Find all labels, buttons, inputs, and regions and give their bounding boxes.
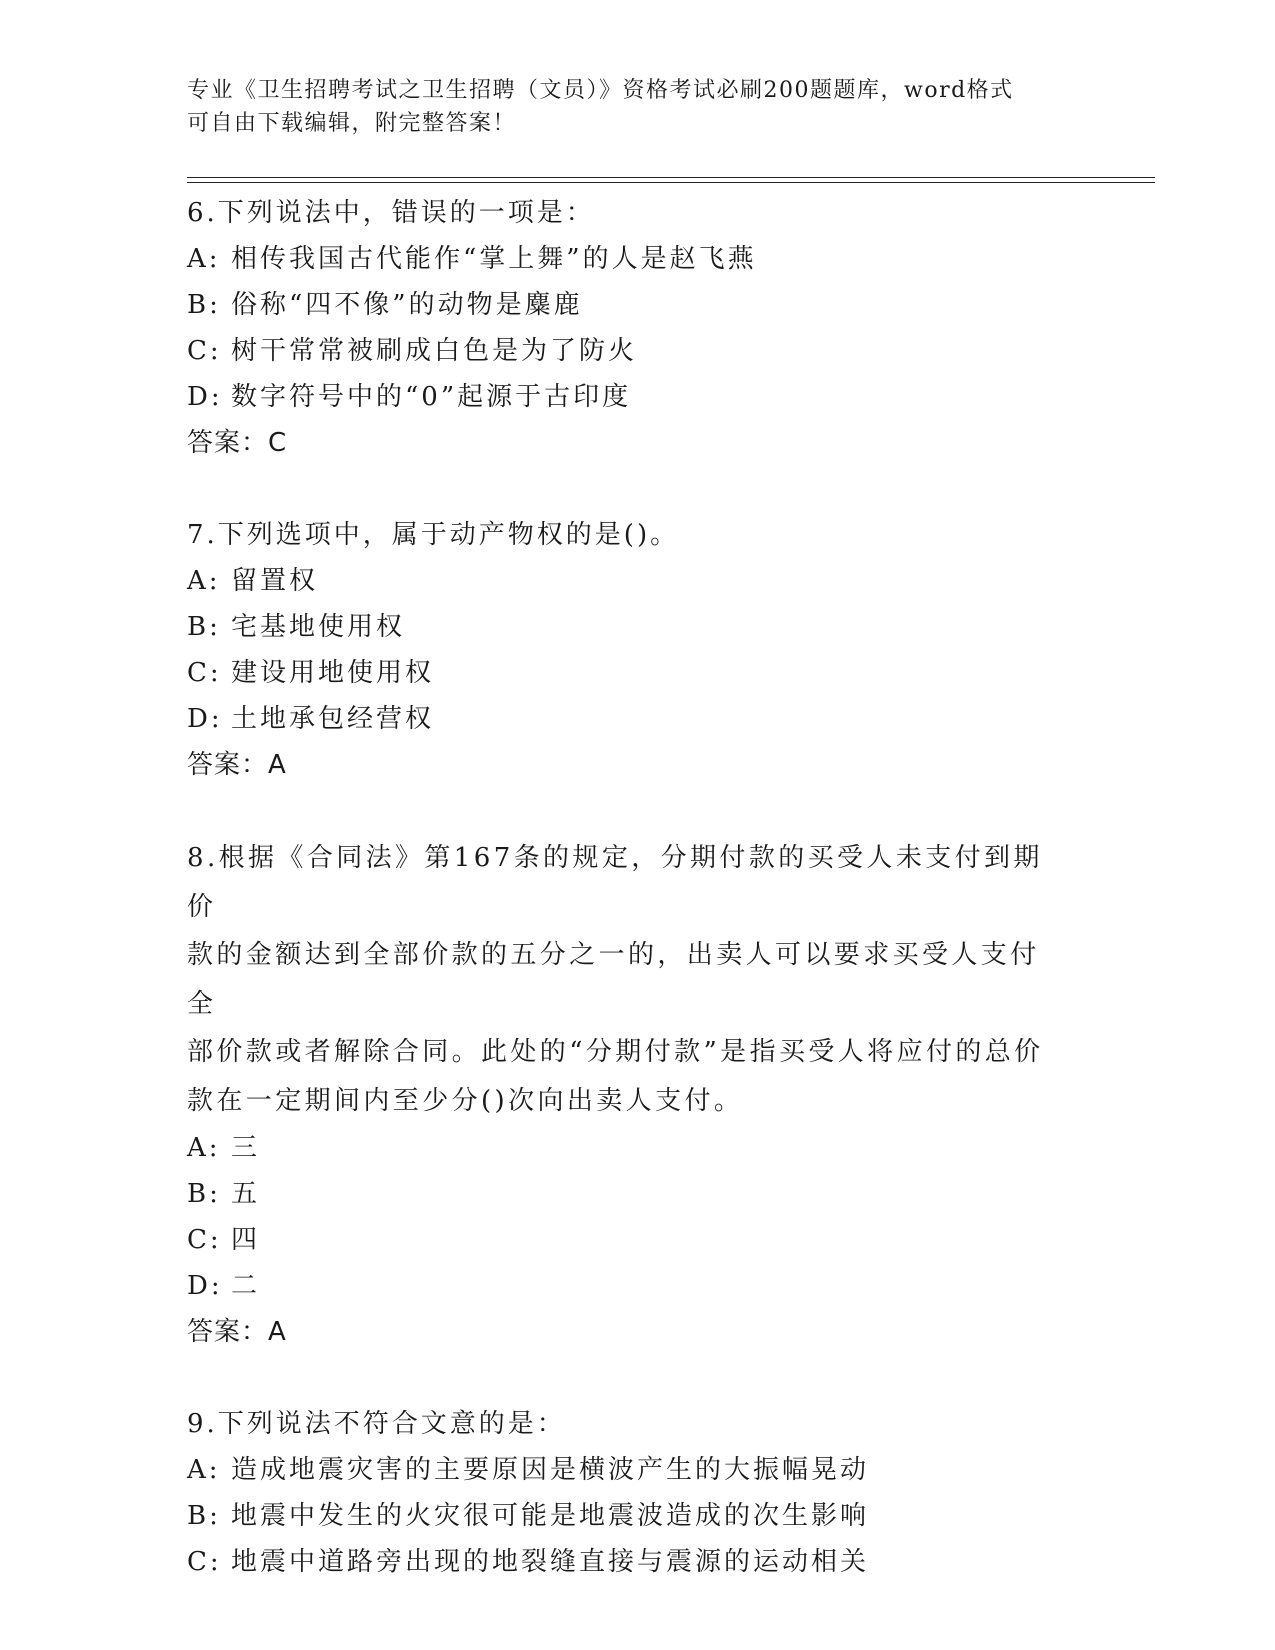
option-text: 相传我国古代能作“掌上舞”的人是赵飞燕 — [231, 244, 757, 274]
question-text — [187, 834, 1067, 1125]
option-letter: C: — [187, 336, 222, 366]
option-text: 地震中发生的火灾很可能是地震波造成的次生影响 — [231, 1501, 870, 1531]
option-text: 五 — [231, 1179, 261, 1209]
header-line-2: 可自由下载编辑，附完整答案！ — [187, 111, 517, 136]
option-b — [187, 1493, 1067, 1539]
option-c — [187, 1539, 1067, 1585]
option-text: 三 — [231, 1133, 261, 1163]
option-text: 二 — [231, 1271, 261, 1301]
question-8 — [187, 834, 1067, 1355]
option-a — [187, 1125, 1067, 1171]
option-letter: A: — [187, 1133, 221, 1163]
answer-line: 答案：A — [187, 750, 287, 780]
option-b — [187, 1171, 1067, 1217]
option-a — [187, 558, 1067, 604]
option-letter: C: — [187, 1547, 222, 1577]
option-letter: D: — [187, 382, 223, 412]
option-text: 留置权 — [231, 566, 319, 596]
answer-line: 答案：C — [187, 428, 288, 458]
option-letter: A: — [187, 244, 221, 274]
option-d — [187, 1263, 1067, 1309]
question-text-line: 款的金额达到全部价款的五分之一的，出卖人可以要求买受人支付全 — [187, 940, 1040, 1019]
answer-line: 答案：A — [187, 1317, 287, 1347]
question-9 — [187, 1401, 1067, 1585]
option-letter: B: — [187, 1501, 221, 1531]
option-c — [187, 1217, 1067, 1263]
question-7 — [187, 512, 1067, 788]
option-a — [187, 1447, 1067, 1493]
option-letter: C: — [187, 658, 222, 688]
option-b — [187, 282, 1067, 328]
document-header — [187, 74, 1067, 140]
option-text: 土地承包经营权 — [231, 704, 435, 734]
option-text: 建设用地使用权 — [231, 658, 435, 688]
question-text-line: 8.根据《合同法》第167条的规定，分期付款的买受人未支付到期价 — [187, 843, 1043, 922]
question-6 — [187, 190, 1067, 466]
header-divider-top — [187, 177, 1155, 178]
option-text: 造成地震灾害的主要原因是横波产生的大振幅晃动 — [231, 1455, 870, 1485]
option-d — [187, 696, 1067, 742]
option-c — [187, 650, 1067, 696]
option-letter: B: — [187, 1179, 221, 1209]
option-text: 地震中道路旁出现的地裂缝直接与震源的运动相关 — [231, 1547, 870, 1577]
option-letter: D: — [187, 704, 223, 734]
option-text: 俗称“四不像”的动物是麋鹿 — [231, 290, 583, 320]
option-letter: A: — [187, 1455, 221, 1485]
option-letter: D: — [187, 1271, 223, 1301]
option-letter: C: — [187, 1225, 222, 1255]
option-letter: B: — [187, 290, 221, 320]
question-list — [187, 190, 1067, 1631]
question-text-line: 部价款或者解除合同。此处的“分期付款”是指买受人将应付的总价 — [187, 1037, 1044, 1067]
option-text: 数字符号中的“0”起源于古印度 — [231, 382, 632, 412]
option-letter: B: — [187, 612, 221, 642]
header-divider-bottom — [187, 182, 1155, 183]
question-text: 7.下列选项中，属于动产物权的是()。 — [187, 520, 680, 550]
option-a — [187, 236, 1067, 282]
header-line-1: 专业《卫生招聘考试之卫生招聘（文员）》资格考试必刷200题题库，word格式 — [187, 78, 1014, 103]
option-text: 四 — [231, 1225, 261, 1255]
option-c — [187, 328, 1067, 374]
question-text-line: 款在一定期间内至少分()次向出卖人支付。 — [187, 1085, 744, 1116]
option-letter: A: — [187, 566, 221, 596]
option-text: 树干常常被刷成白色是为了防火 — [231, 336, 638, 366]
option-d — [187, 374, 1067, 420]
question-text: 6.下列说法中，错误的一项是： — [187, 198, 595, 228]
option-b — [187, 604, 1067, 650]
option-text: 宅基地使用权 — [231, 612, 406, 642]
question-text: 9.下列说法不符合文意的是： — [187, 1409, 566, 1439]
